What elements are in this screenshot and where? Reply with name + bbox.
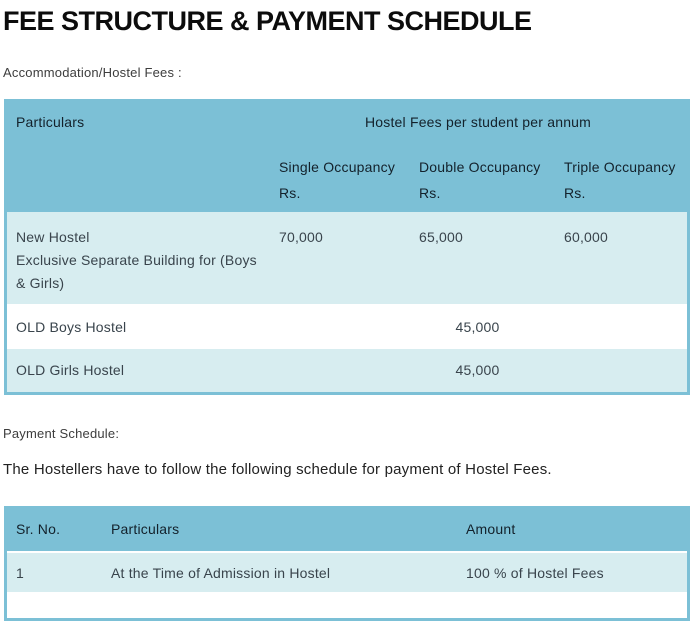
cell-empty <box>7 594 102 618</box>
cell-merged-fee: 45,000 <box>269 349 687 392</box>
cell-empty <box>457 594 687 618</box>
column-header-single-occupancy: Single Occupancy Rs. <box>269 152 409 212</box>
page-title: FEE STRUCTURE & PAYMENT SCHEDULE <box>3 6 532 36</box>
table-row-new-hostel <box>7 212 687 306</box>
table-row-admission <box>7 553 687 594</box>
column-header-group: Hostel Fees per student per annum <box>269 102 687 152</box>
payment-schedule-label: Payment Schedule: <box>3 426 120 441</box>
column-header-amount: Amount <box>457 509 687 553</box>
column-header-particulars: Particulars <box>102 509 457 553</box>
page <box>0 8 695 621</box>
column-header-sr-no: Sr. No. <box>7 509 102 553</box>
hostel-name-line2: Exclusive Separate Building for (Boys & Girls) <box>16 252 257 291</box>
table-row-old-girls-hostel <box>7 349 687 392</box>
cell-hostel-name: OLD Boys Hostel <box>7 306 269 349</box>
hostel-fees-table-header <box>7 102 687 212</box>
cell-triple-occupancy-fee: 60,000 <box>554 212 687 306</box>
payment-schedule-note: The Hostellers have to follow the following schedule for payment of Hostel Fees. <box>3 461 552 478</box>
accommodation-fees-label: Accommodation/Hostel Fees : <box>3 65 182 80</box>
cell-amount: 100 % of Hostel Fees <box>457 553 687 594</box>
cell-particulars: At the Time of Admission in Hostel <box>102 553 457 594</box>
cell-sr-no: 1 <box>7 553 102 594</box>
hostel-fees-table <box>4 99 690 395</box>
column-header-double-occupancy: Double Occupancy Rs. <box>409 152 554 212</box>
column-header-particulars: Particulars <box>7 102 269 212</box>
cell-double-occupancy-fee: 65,000 <box>409 212 554 306</box>
payment-table-header <box>7 509 687 553</box>
cell-merged-fee: 45,000 <box>269 306 687 349</box>
payment-schedule-table <box>4 506 690 621</box>
column-header-triple-occupancy: Triple Occupancy Rs. <box>554 152 687 212</box>
table-row-partial <box>7 594 687 618</box>
cell-single-occupancy-fee: 70,000 <box>269 212 409 306</box>
header-row-group <box>7 102 687 152</box>
hostel-name-line1: New Hostel <box>16 229 90 245</box>
header-row <box>7 509 687 553</box>
cell-empty <box>102 594 457 618</box>
table-row-old-boys-hostel <box>7 306 687 349</box>
cell-hostel-name <box>7 212 269 306</box>
cell-hostel-name: OLD Girls Hostel <box>7 349 269 392</box>
